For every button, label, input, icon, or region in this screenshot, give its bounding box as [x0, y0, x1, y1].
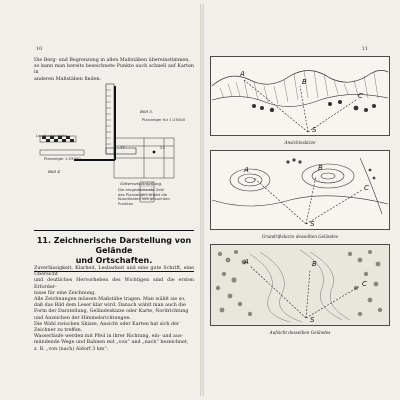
body-line: Alle Zeichnungen müssen Maßstäbe tragen. Man wählt sie so,	[34, 297, 186, 303]
ground-plan-sketch	[210, 150, 390, 230]
figure4-label: Bild 4	[48, 169, 60, 174]
body-line: Wasserläufe werden mit Pfeil in ihrer Richtung, ein- und aus-	[34, 334, 184, 340]
svg-text:B: B	[312, 260, 317, 268]
svg-text:A: A	[244, 258, 249, 266]
scale-label-planzeiger: Planzeiger 1:25000	[44, 156, 81, 161]
grid-number: 24	[160, 145, 165, 150]
intro-line: so kann man bereits bezeichnete Punkte auch schnell auf Karten in	[34, 64, 194, 76]
body-line: daß das Bild dem Leser klar wird. Danach wählt man auch die	[34, 303, 186, 309]
svg-text:C: C	[364, 184, 369, 192]
body-paragraphs	[34, 266, 194, 353]
view-sketch-caption: Ansichtsskizze	[284, 140, 316, 145]
body-line: Form der Darstellung, Geländeskizze oder Karte, Nordrichtung	[34, 309, 189, 315]
grid-note: Die eingezeichnete Zahl des Planzeigers ergibt die Koordinaten des gesuchten Punktes	[118, 187, 170, 206]
svg-text:B: B	[302, 78, 307, 86]
body-line: z. B. „von (nach) Aldorf 3 km“.	[34, 346, 109, 352]
left-page	[8, 4, 200, 396]
book-spread	[2, 4, 398, 396]
overhead-sketch	[210, 244, 390, 326]
scale-figure	[18, 78, 198, 228]
intro-line: Die Berg- und Begrenzung in allen Maßstäben übereinstimmen,	[34, 58, 190, 63]
body-line: Zuverlässigkeit, Klarheit, Lesbarkeit und eine gute Schrift, eine Übersicht	[34, 266, 194, 278]
intro-line: anderen Maßstäben finden.	[34, 76, 102, 82]
body-line: und Anzeichen der Himmelsrichtungen.	[34, 315, 132, 321]
view-sketch	[210, 56, 390, 136]
svg-text:C: C	[358, 92, 363, 100]
svg-text:S: S	[310, 316, 315, 324]
grid-number: 77	[120, 145, 125, 150]
svg-text:S: S	[312, 126, 317, 134]
body-line: Zeichner zu treffen.	[34, 328, 83, 334]
body-line: Die Wahl zwischen Skizze, Ansicht oder Karten hat sich der	[34, 321, 180, 327]
body-line: mündende Wege und Bahnen mit „von“ und „nach“ bezeichnet,	[34, 340, 189, 346]
svg-text:A: A	[244, 166, 249, 174]
right-page	[204, 4, 396, 396]
body-line: nisse für eine Zeichnung.	[34, 290, 96, 296]
body-line: und deutliches Hervorheben des Wichtigen sind die ersten Erforder-	[34, 278, 194, 290]
page-number-right: 11	[361, 46, 368, 52]
ground-plan-caption: Grundrißskizze desselben Geländes	[262, 234, 338, 239]
grid-division-label: Gitternetzeinteilung.	[120, 181, 163, 186]
figure5-label: Bild 5.	[140, 109, 154, 114]
svg-text:A: A	[240, 70, 245, 78]
scale-label-map: Landkartenblatt	[36, 133, 67, 138]
section-heading-line: und Ortschaften.	[75, 256, 153, 265]
section-heading-line: 11. Zeichnerische Darstellung von Gelände	[36, 236, 192, 255]
page-number-left: 10	[36, 46, 43, 52]
svg-text:S: S	[310, 220, 315, 228]
figure5-sublabel: Planzeiger für 1:25000	[142, 117, 186, 122]
svg-text:C: C	[362, 280, 367, 288]
svg-text:B: B	[318, 164, 323, 172]
overhead-caption: Aufsicht desselben Geländes	[269, 330, 331, 335]
